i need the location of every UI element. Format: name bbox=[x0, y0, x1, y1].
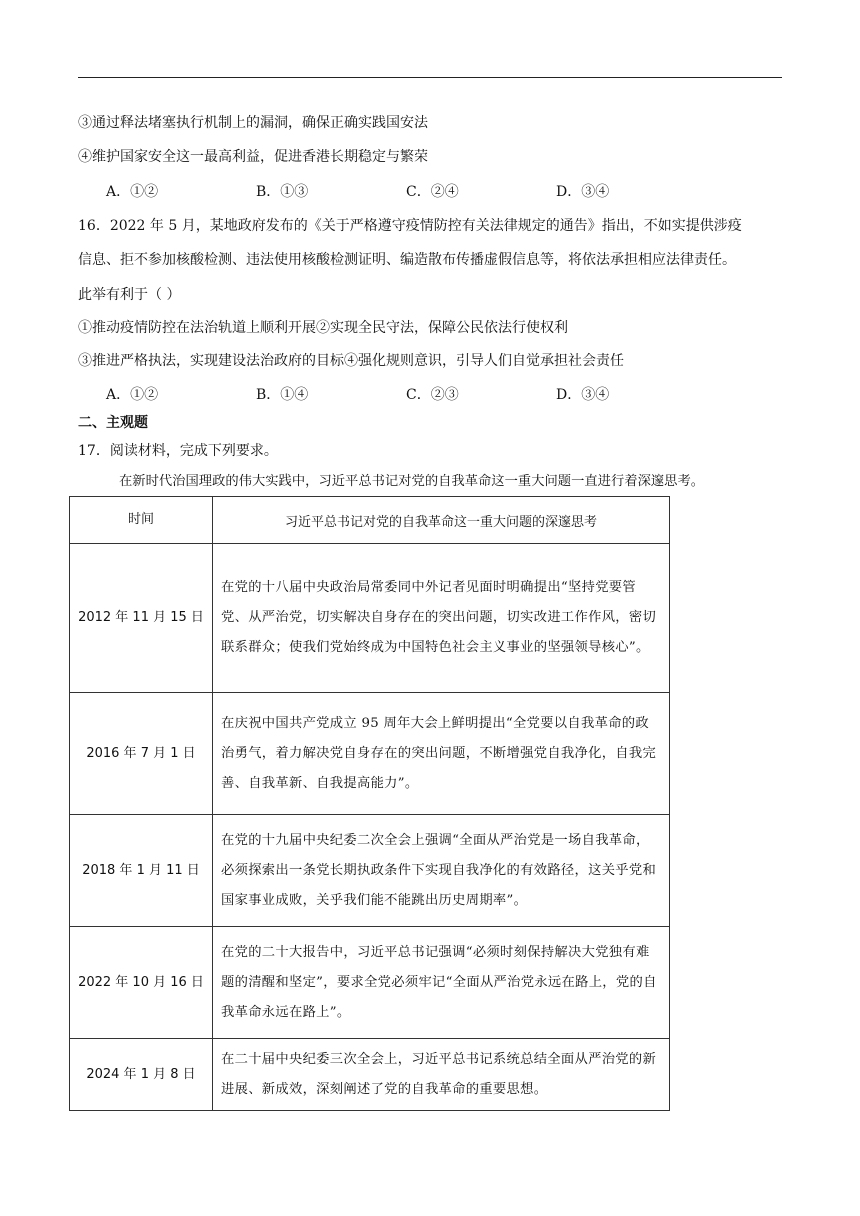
q16-options-1-2: ①推动疫情防控在法治轨道上顺利开展②实现全民守法，保障公民依法行使权利 bbox=[78, 320, 568, 336]
row-text: 在党的十九届中央纪委二次全会上强调“全面从严治党是一场自我革命，必须探索出一条党长期执政条件下实现自我净化的有效路径，这关乎党和国家事业成败，关乎我们能不能跳出历史周期率”。 bbox=[213, 815, 670, 927]
table-row bbox=[70, 693, 670, 815]
table-row bbox=[70, 927, 670, 1039]
row-date: 2016 年 7 月 1 日 bbox=[70, 693, 213, 815]
table-row bbox=[70, 1039, 670, 1111]
table-row bbox=[70, 544, 670, 693]
material-table bbox=[69, 496, 670, 1111]
row-text: 在庆祝中国共产党成立 95 周年大会上鲜明提出“全党要以自我革命的政治勇气，着力解决党自身存在的突出问题，不断增强党自我净化，自我完善、自我革新、自我提高能力”。 bbox=[213, 693, 670, 815]
row-text: 在党的二十大报告中，习近平总书记强调“必须时刻保持解决大党独有难题的清醒和坚定”，要求全党必须牢记“全面从严治党永远在路上，党的自我革命永远在路上”。 bbox=[213, 927, 670, 1039]
q16-stem-line-3: 此举有利于（ ） bbox=[78, 287, 181, 303]
row-date: 2022 年 10 月 16 日 bbox=[70, 927, 213, 1039]
header-rule bbox=[78, 77, 782, 78]
section-heading: 二、主观题 bbox=[78, 415, 148, 431]
row-date: 2012 年 11 月 15 日 bbox=[70, 544, 213, 693]
q15-choices bbox=[106, 181, 706, 201]
q17-intro: 在新时代治国理政的伟大实践中，习近平总书记对党的自我革命这一重大问题一直进行着深邃思考。 bbox=[119, 474, 705, 489]
q15-choice-d[interactable]: D．③④ bbox=[556, 184, 610, 200]
row-text: 在二十届中央纪委三次全会上，习近平总书记系统总结全面从严治党的新进展、新成效，深刻阐述了党的自我革命的重要思想。 bbox=[213, 1039, 670, 1111]
q15-option-4: ④维护国家安全这一最高利益，促进香港长期稳定与繁荣 bbox=[78, 149, 428, 165]
header-time: 时间 bbox=[70, 497, 213, 544]
header-content: 习近平总书记对党的自我革命这一重大问题的深邃思考 bbox=[213, 497, 670, 544]
row-text: 在党的十八届中央政治局常委同中外记者见面时明确提出“坚持党要管党、从严治党，切实解决自身存在的突出问题，切实改进工作作风，密切联系群众；使我们党始终成为中国特色社会主义事业的坚强领导核心”。 bbox=[213, 544, 670, 693]
q15-choice-c[interactable]: C．②④ bbox=[406, 184, 459, 200]
q17-stem: 17．阅读材料，完成下列要求。 bbox=[78, 443, 278, 459]
row-date: 2024 年 1 月 8 日 bbox=[70, 1039, 213, 1111]
q16-stem-line-2: 信息、拒不参加核酸检测、违法使用核酸检测证明、编造散布传播虚假信息等，将依法承担相应法律责任。 bbox=[78, 252, 736, 268]
q16-choice-c[interactable]: C．②③ bbox=[406, 387, 459, 403]
q16-choice-a[interactable]: A．①② bbox=[106, 387, 159, 403]
q15-option-3: ③通过释法堵塞执行机制上的漏洞，确保正确实践国安法 bbox=[78, 115, 428, 131]
q15-choice-a[interactable]: A．①② bbox=[106, 184, 159, 200]
q15-choice-b[interactable]: B．①③ bbox=[256, 184, 309, 200]
q16-choice-d[interactable]: D．③④ bbox=[556, 387, 610, 403]
q16-options-3-4: ③推进严格执法，实现建设法治政府的目标④强化规则意识，引导人们自觉承担社会责任 bbox=[78, 353, 624, 369]
row-date: 2018 年 1 月 11 日 bbox=[70, 815, 213, 927]
table-row bbox=[70, 815, 670, 927]
q16-choices bbox=[106, 384, 706, 404]
table-header-row bbox=[70, 497, 670, 544]
q16-stem-line-1: 16．2022 年 5 月，某地政府发布的《关于严格遵守疫情防控有关法律规定的通告》指出，不如实提供涉疫 bbox=[78, 218, 742, 234]
q16-choice-b[interactable]: B．①④ bbox=[256, 387, 309, 403]
